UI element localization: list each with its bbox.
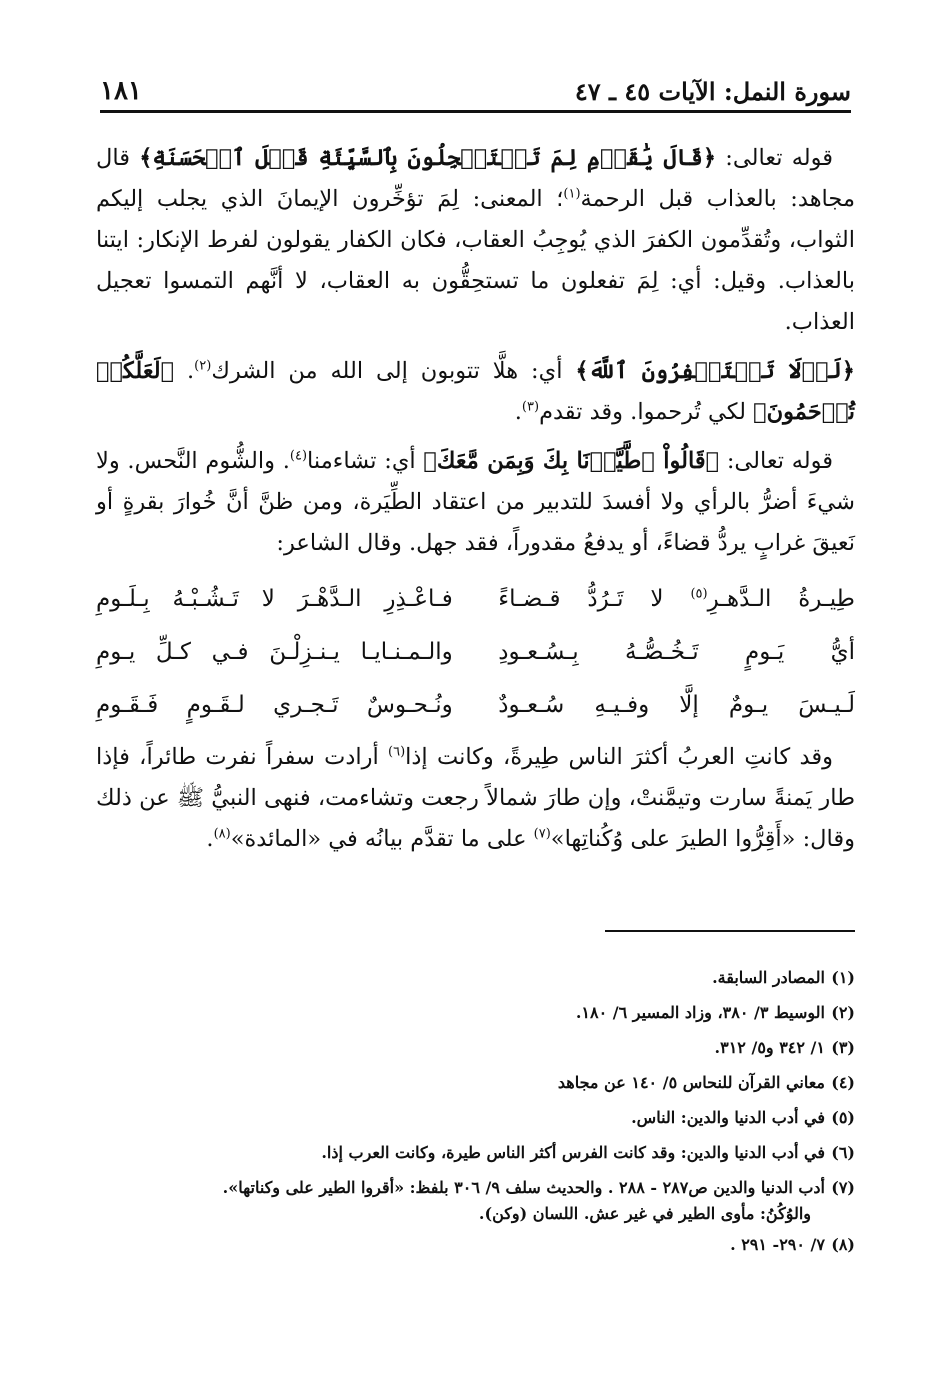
text-span: .: [514, 399, 522, 425]
footnote-number: (٤): [831, 1073, 855, 1092]
poem-verse: [96, 678, 855, 731]
footnote: [80, 995, 855, 1030]
footnote-number: (٦): [831, 1143, 855, 1162]
text-span: .: [174, 358, 195, 384]
quran-quote: ﴿لَعَلَّكُمۡ تُرۡحَمُونَ﴾: [96, 358, 855, 425]
hemistich-second: ونُـحـوسٌ تَـجـري لـقَـومٍ فَـقَـومِ: [96, 691, 453, 718]
footnote-text: ١/ ٣٤٢ و٥/ ٣١٢.: [714, 1038, 825, 1057]
text-span: .: [206, 826, 214, 852]
text-span: ؛ المعنى: لِمَ تؤخِّرون الإيمانَ الذي يجلب إليكم الثواب، وتُقدِّمون الكفرَ الذي يُوجِبُ العقاب، فكان الكفار يقولون لفرط الإنكار: ايتنا بالعذاب. وقيل: أي: لِمَ تفعلون ما تستحِقُّون به العقاب، لا أنَّهم التمسوا تعجيل العذاب.: [96, 186, 855, 335]
text-span: . والشُّوم النَّحس. ولا شيءَ أضرُّ بالرأي ولا أفسدَ للتدبير من اعتقاد الطِّيَرة، ومن ظنَّ أنَّ خُوارَ بقرةٍ أو نَعيقَ غرابٍ يردُّ قضاءً، أو يدفعُ مقدوراً، فقد جهل. وقال الشاعر:: [96, 448, 855, 556]
poem-verse: [96, 625, 855, 678]
footnote-text: معاني القرآن للنحاس ٥/ ١٤٠ عن مجاهد: [557, 1073, 825, 1092]
hemistich-second: فـاعْـذِرِ الـدَّهْـرَ لا تَـشُـبْـهُ بِـلَـومِ: [96, 585, 453, 612]
running-title: سورة النمل: الآيات ٤٥ ـ ٤٧: [574, 77, 851, 106]
main-text: [96, 138, 855, 868]
footnote-number: (٢): [831, 1003, 855, 1022]
footnote: [80, 960, 855, 995]
text-span: لكي تُرحموا. وقد تقدم: [539, 399, 754, 425]
paragraph-1: [96, 138, 855, 343]
paragraph-3: [96, 441, 855, 564]
text-span: على ما تقدَّم بيانُه في «المائدة»: [230, 826, 534, 852]
footnote-ref-8: (٨): [213, 826, 231, 842]
footnote-ref-3: (٣): [521, 399, 540, 415]
page-number: ١٨١: [100, 76, 142, 106]
hemistich-first: [498, 586, 855, 612]
footnote-ref-7: (٧): [533, 826, 551, 842]
page-header: [100, 66, 851, 113]
footnote: [80, 1227, 855, 1262]
footnote-ref-6: (٦): [388, 744, 406, 760]
text-span: أي: هلَّا تتوبون إلى الله من الشرك: [211, 358, 576, 384]
footnote-number: (٨): [831, 1235, 855, 1254]
footnote-text: في أدب الدنيا والدين: الناس.: [631, 1108, 825, 1127]
footnote-number: (٣): [831, 1038, 855, 1057]
quran-quote: ﴿لَوۡلَا تَسۡتَغۡفِرُونَ ٱللَّهَ﴾: [575, 358, 855, 384]
text-span: أي: تشاءمنا: [307, 448, 424, 474]
text-span: لا تَـرُدُّ قـضـاءً: [498, 585, 691, 612]
poem: [96, 572, 855, 731]
paragraph-2: [96, 351, 855, 433]
text-span: أرادت سفراً نفرت طائراً، فإذا طار يَمنةً سارت وتيمَّنتْ، وإن طارَ شمالاً رجعت وتشاءمت، فنهى النبيُّ ﷺ عن ذلك وقال: «أَقِرُّوا الطيرَ على وُكُناتِها»: [96, 744, 855, 852]
footnote: [80, 1100, 855, 1135]
hemistich-second: والـمـنـايـا يـنـزِلْـنَ فـي كـلِّ يـومِ: [96, 638, 453, 665]
footnote-divider: [605, 930, 855, 932]
footnote-text: الوسيط ٣/ ٣٨٠، وزاد المسير ٦/ ١٨٠.: [575, 1003, 825, 1022]
footnote-ref-5: (٥): [690, 585, 708, 601]
footnote: [80, 1135, 855, 1170]
poem-verse: [96, 572, 855, 625]
footnotes: [80, 960, 855, 1262]
quran-quote: ﴿قَالَ يَٰقَوۡمِ لِمَ تَسۡتَعۡجِلُونَ بِٱلسَّيِّئَةِ قَبۡلَ ٱلۡحَسَنَةِ﴾: [139, 145, 717, 171]
hemistich-first: لَـيـسَ يـومٌ إلَّا وفـيـهِ سُـعـودٌ: [498, 691, 855, 718]
footnote-number: (١): [831, 968, 855, 987]
footnote: [80, 1170, 855, 1205]
footnote-number: (٥): [831, 1108, 855, 1127]
footnote: [80, 1030, 855, 1065]
text-span: وقد كانتِ العربُ أكثرَ الناس طِيرةً، وكانت إذا: [405, 744, 833, 770]
footnote-number: (٧): [831, 1178, 855, 1197]
text-span: طِيـرةُ الـدَّهـرِ: [707, 585, 855, 612]
footnote: [80, 1065, 855, 1100]
text-span: قوله تعالى:: [716, 145, 833, 171]
quran-quote: ﴿قَالُواْ ٱطَّيَّرۡنَا بِكَ وَبِمَن مَّعَكَ﴾: [423, 448, 720, 474]
footnote-text: المصادر السابقة.: [712, 968, 825, 987]
footnote-text: في أدب الدنيا والدين: وقد كانت الفرس أكثر الناس طيرة، وكانت العرب إذا.: [321, 1143, 825, 1162]
footnote-continuation: والوُكُنُ: مأوى الطير في غير عش. اللسان (وكن).: [478, 1204, 811, 1223]
footnote-ref-4: (٤): [289, 448, 308, 464]
text-span: قال مجاهد: بالعذاب قبل الرحمة: [96, 145, 855, 212]
footnote-ref-1: (١): [563, 186, 581, 202]
text-span: قوله تعالى:: [719, 448, 834, 474]
footnote-text: أدب الدنيا والدين ص٢٨٧ - ٢٨٨ . والحديث سلف ٩/ ٣٠٦ بلفظ: «أقروا الطير على وكناتها».: [222, 1178, 825, 1197]
paragraph-4: [96, 737, 855, 860]
hemistich-first: أيُّ يَـومٍ تَـخُـصُّـهُ بِـسُـعـودِ: [498, 638, 855, 665]
footnote-ref-2: (٢): [194, 358, 212, 374]
footnote-text: ٧/ ٢٩٠- ٢٩١ .: [730, 1235, 825, 1254]
